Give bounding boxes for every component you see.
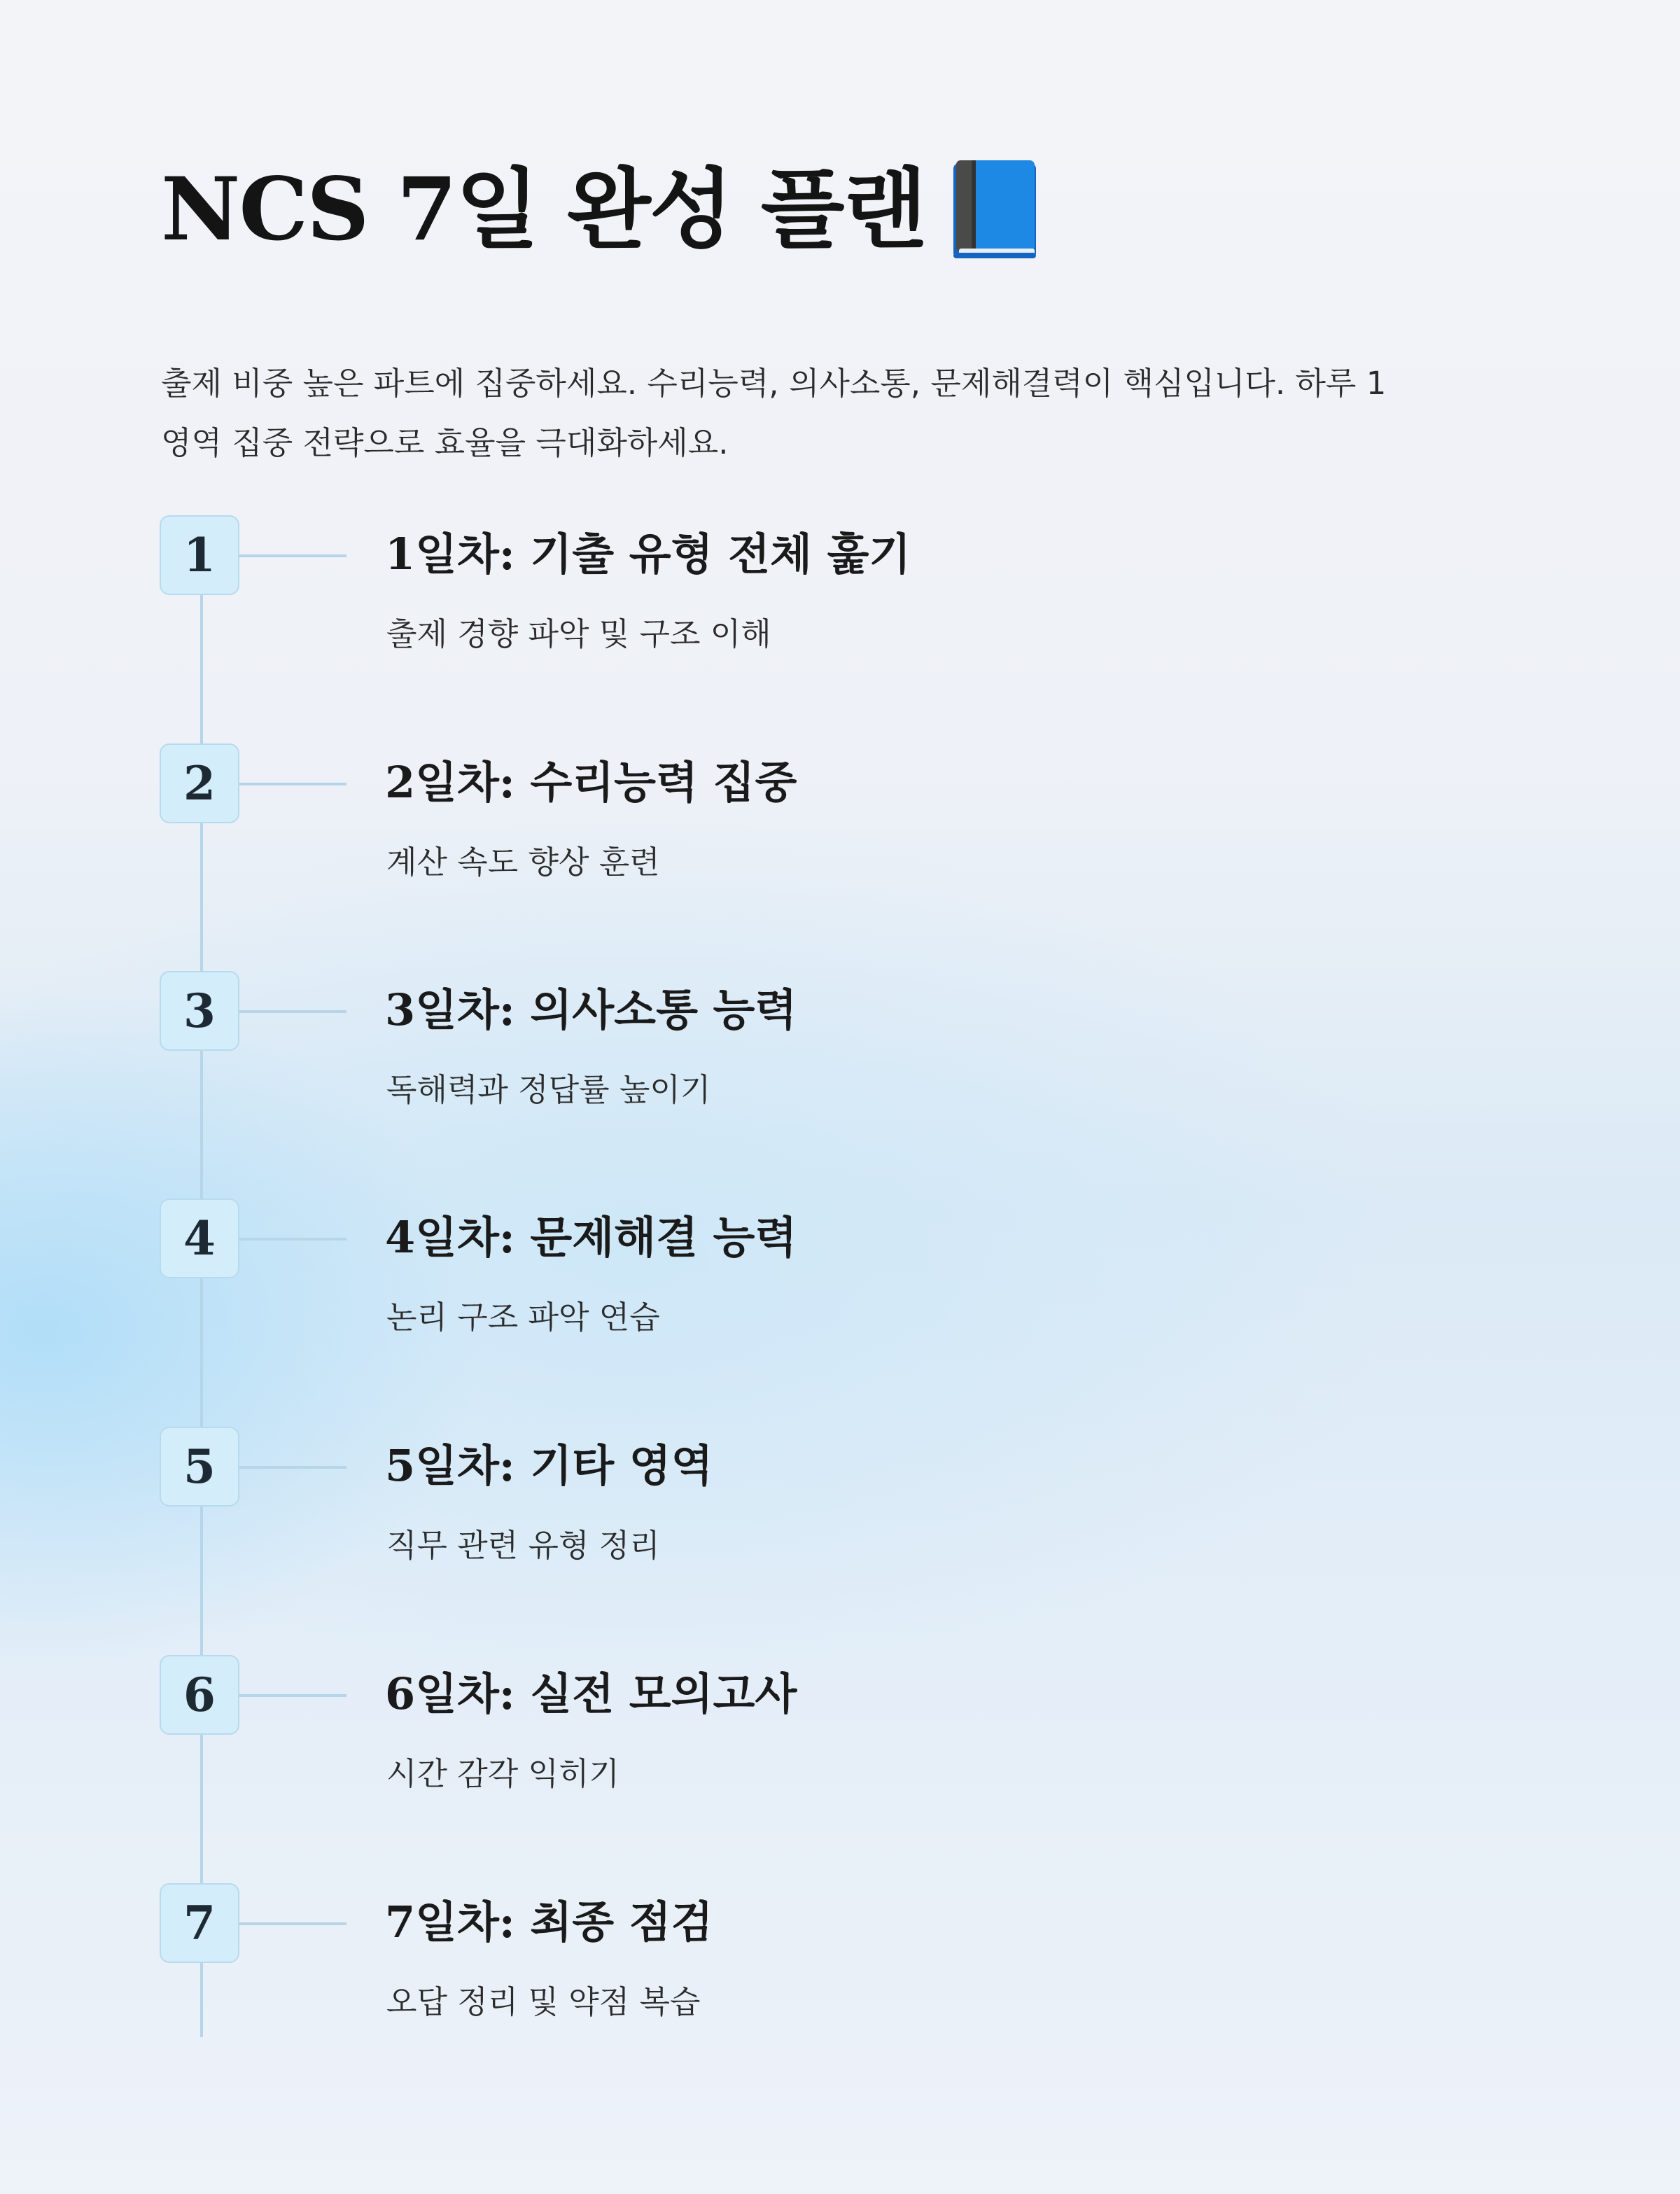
step-description: 시간 감각 익히기 (386, 1755, 620, 1792)
step-title: 5일차: 기타 영역 (385, 1440, 713, 1491)
timeline-step-3 (0, 971, 1680, 1111)
step-connector-line (239, 783, 346, 785)
step-title: 4일차: 문제해결 능력 (385, 1212, 797, 1263)
step-number-badge: 6 (160, 1655, 239, 1735)
timeline-step-5 (0, 1427, 1680, 1567)
step-connector-line (239, 1922, 346, 1925)
timeline-step-2 (0, 743, 1680, 883)
step-description: 오답 정리 및 약점 복습 (386, 1983, 701, 2020)
step-number-badge: 7 (160, 1883, 239, 1963)
step-title: 1일차: 기출 유형 전체 훑기 (385, 529, 911, 580)
step-number-badge: 2 (160, 743, 239, 823)
step-description: 직무 관련 유형 정리 (386, 1527, 660, 1564)
intro-line-2: 영역 집중 전략으로 효율을 극대화하세요. (161, 424, 729, 461)
step-connector-line (239, 1010, 346, 1013)
timeline-step-4 (0, 1199, 1680, 1339)
page-title-text: NCS 7일 완성 플랜 (161, 159, 926, 260)
step-connector-line (239, 1694, 346, 1697)
step-title: 7일차: 최종 점검 (385, 1896, 713, 1948)
step-connector-line (239, 1466, 346, 1469)
intro-line-1: 출제 비중 높은 파트에 집중하세요. 수리능력, 의사소통, 문제해결력이 핵심입니다. 하루 1 (161, 365, 1387, 402)
step-number-badge: 4 (160, 1199, 239, 1278)
step-title: 3일차: 의사소통 능력 (385, 984, 797, 1035)
timeline-step-1 (0, 515, 1680, 655)
step-title: 2일차: 수리능력 집중 (385, 757, 797, 808)
step-number-badge: 1 (160, 515, 239, 595)
step-description: 논리 구조 파악 연습 (386, 1299, 660, 1336)
timeline-step-7 (0, 1883, 1680, 2023)
step-description: 독해력과 정답률 높이기 (386, 1071, 711, 1108)
step-connector-line (239, 554, 346, 557)
timeline-step-6 (0, 1655, 1680, 1795)
step-number-badge: 5 (160, 1427, 239, 1507)
step-title: 6일차: 실전 모의고사 (385, 1668, 797, 1719)
step-description: 계산 속도 향상 훈련 (386, 844, 660, 881)
step-number-badge: 3 (160, 971, 239, 1051)
step-connector-line (239, 1238, 346, 1241)
step-description: 출제 경향 파악 및 구조 이해 (386, 615, 771, 652)
